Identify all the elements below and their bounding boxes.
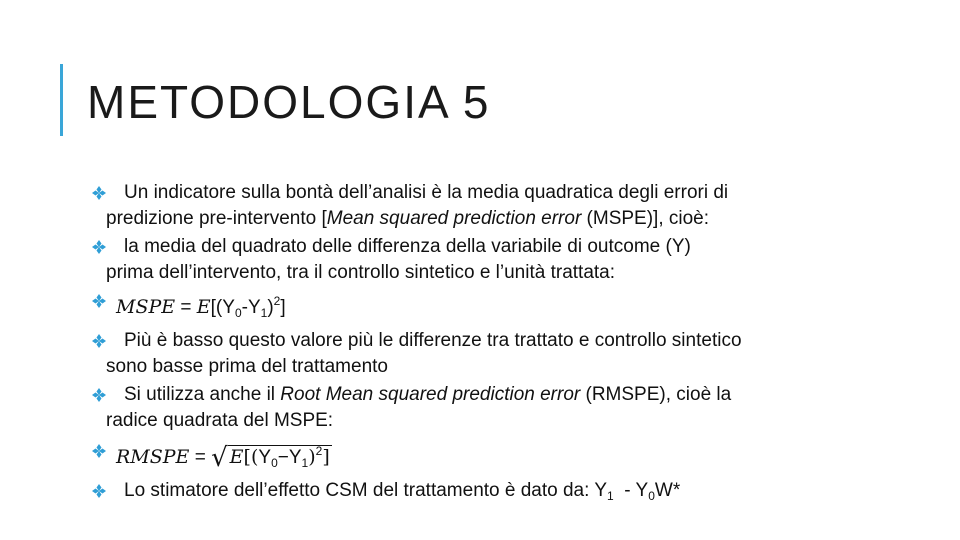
bullet-1-line2-italic: Mean squared prediction error xyxy=(326,208,582,229)
page-title: METODOLOGIA 5 xyxy=(87,76,491,128)
mspe-expectation: E xyxy=(196,296,211,318)
bullet-1-line2 xyxy=(106,206,856,232)
radicand xyxy=(228,445,332,468)
bullet-item-2 xyxy=(96,234,856,286)
bullet-5-line1 xyxy=(106,384,731,405)
rmspe-lhs: RMSPE xyxy=(116,446,190,468)
radical-sign-icon: √ xyxy=(211,443,228,473)
bullet-2-line1: la media del quadrato delle differenza della variabile di outcome (Y) xyxy=(124,236,691,257)
bullet-7-mid: - Y xyxy=(613,480,649,501)
rmspe-y0: Y xyxy=(258,447,272,468)
bullet-1-line2-post: (MSPE)], cioè: xyxy=(581,208,710,229)
bullet-item-3-mspe-formula xyxy=(96,288,856,326)
rmspe-sub1: 1 xyxy=(301,456,309,470)
bullet-7-post: W* xyxy=(654,480,681,501)
mspe-lhs: MSPE xyxy=(116,296,176,318)
rmspe-close-paren: ) xyxy=(308,446,316,468)
rmspe-close-bracket: ] xyxy=(322,446,330,468)
diamond-bullet-icon xyxy=(92,240,106,254)
rmspe-expectation: E xyxy=(229,446,244,468)
diamond-bullet-icon xyxy=(92,186,106,200)
bullet-list xyxy=(96,180,856,511)
diamond-bullet-icon xyxy=(92,388,106,402)
bullet-item-5 xyxy=(96,382,856,434)
mspe-formula xyxy=(106,296,286,318)
bullet-5-line1-pre: Si utilizza anche il xyxy=(124,384,281,405)
diamond-bullet-icon xyxy=(92,484,106,498)
rmspe-minus: − xyxy=(277,447,289,468)
diamond-bullet-icon xyxy=(92,294,106,308)
rmspe-formula xyxy=(106,443,332,473)
bullet-item-1 xyxy=(96,180,856,232)
rmspe-y1: Y xyxy=(288,447,302,468)
diamond-bullet-icon xyxy=(92,444,106,458)
bullet-7-sub1: 1 xyxy=(607,489,614,503)
bullet-1-line2-pre: predizione pre-intervento [ xyxy=(106,208,327,229)
mspe-open-bracket: [( xyxy=(210,297,223,318)
title-accent-bar xyxy=(60,64,63,136)
bullet-2-line2: prima dell’intervento, tra il controllo sintetico e l’unità trattata: xyxy=(106,262,616,283)
bullet-7-sub0: 0 xyxy=(648,489,655,503)
square-root xyxy=(211,438,332,476)
diamond-bullet-icon xyxy=(92,334,106,348)
mspe-minus: - xyxy=(241,297,248,318)
bullet-5-line1-italic: Root Mean squared prediction error xyxy=(280,384,581,405)
bullet-5-line2: radice quadrata del MSPE: xyxy=(106,410,334,431)
mspe-close-paren: ) xyxy=(267,297,274,318)
bullet-item-4 xyxy=(96,328,856,380)
rmspe-open-bracket: [( xyxy=(243,446,259,468)
mspe-equals: = xyxy=(175,297,197,318)
bullet-5-line1-post: (RMSPE), cioè la xyxy=(580,384,732,405)
mspe-close-bracket: ] xyxy=(280,297,286,318)
rmspe-sub0: 0 xyxy=(271,456,278,470)
bullet-item-6-rmspe-formula xyxy=(96,438,856,476)
bullet-item-7 xyxy=(96,478,856,509)
rmspe-exponent: 2 xyxy=(315,444,323,458)
mspe-exponent: 2 xyxy=(273,294,281,308)
mspe-y0: Y xyxy=(222,297,235,318)
bullet-1-line1: Un indicatore sulla bontà dell’analisi è la media quadratica degli errori di xyxy=(124,182,729,203)
rmspe-equals: = xyxy=(189,447,212,468)
bullet-7-line xyxy=(106,480,680,501)
mspe-sub0: 0 xyxy=(234,306,242,320)
mspe-sub1: 1 xyxy=(260,306,268,320)
mspe-y1: Y xyxy=(247,297,261,318)
bullet-4-line2: sono basse prima del trattamento xyxy=(106,356,388,377)
bullet-7-pre: Lo stimatore dell’effetto CSM del trattamento è dato da: Y xyxy=(124,480,608,501)
bullet-4-line1: Più è basso questo valore più le differenze tra trattato e controllo sintetico xyxy=(124,330,742,351)
